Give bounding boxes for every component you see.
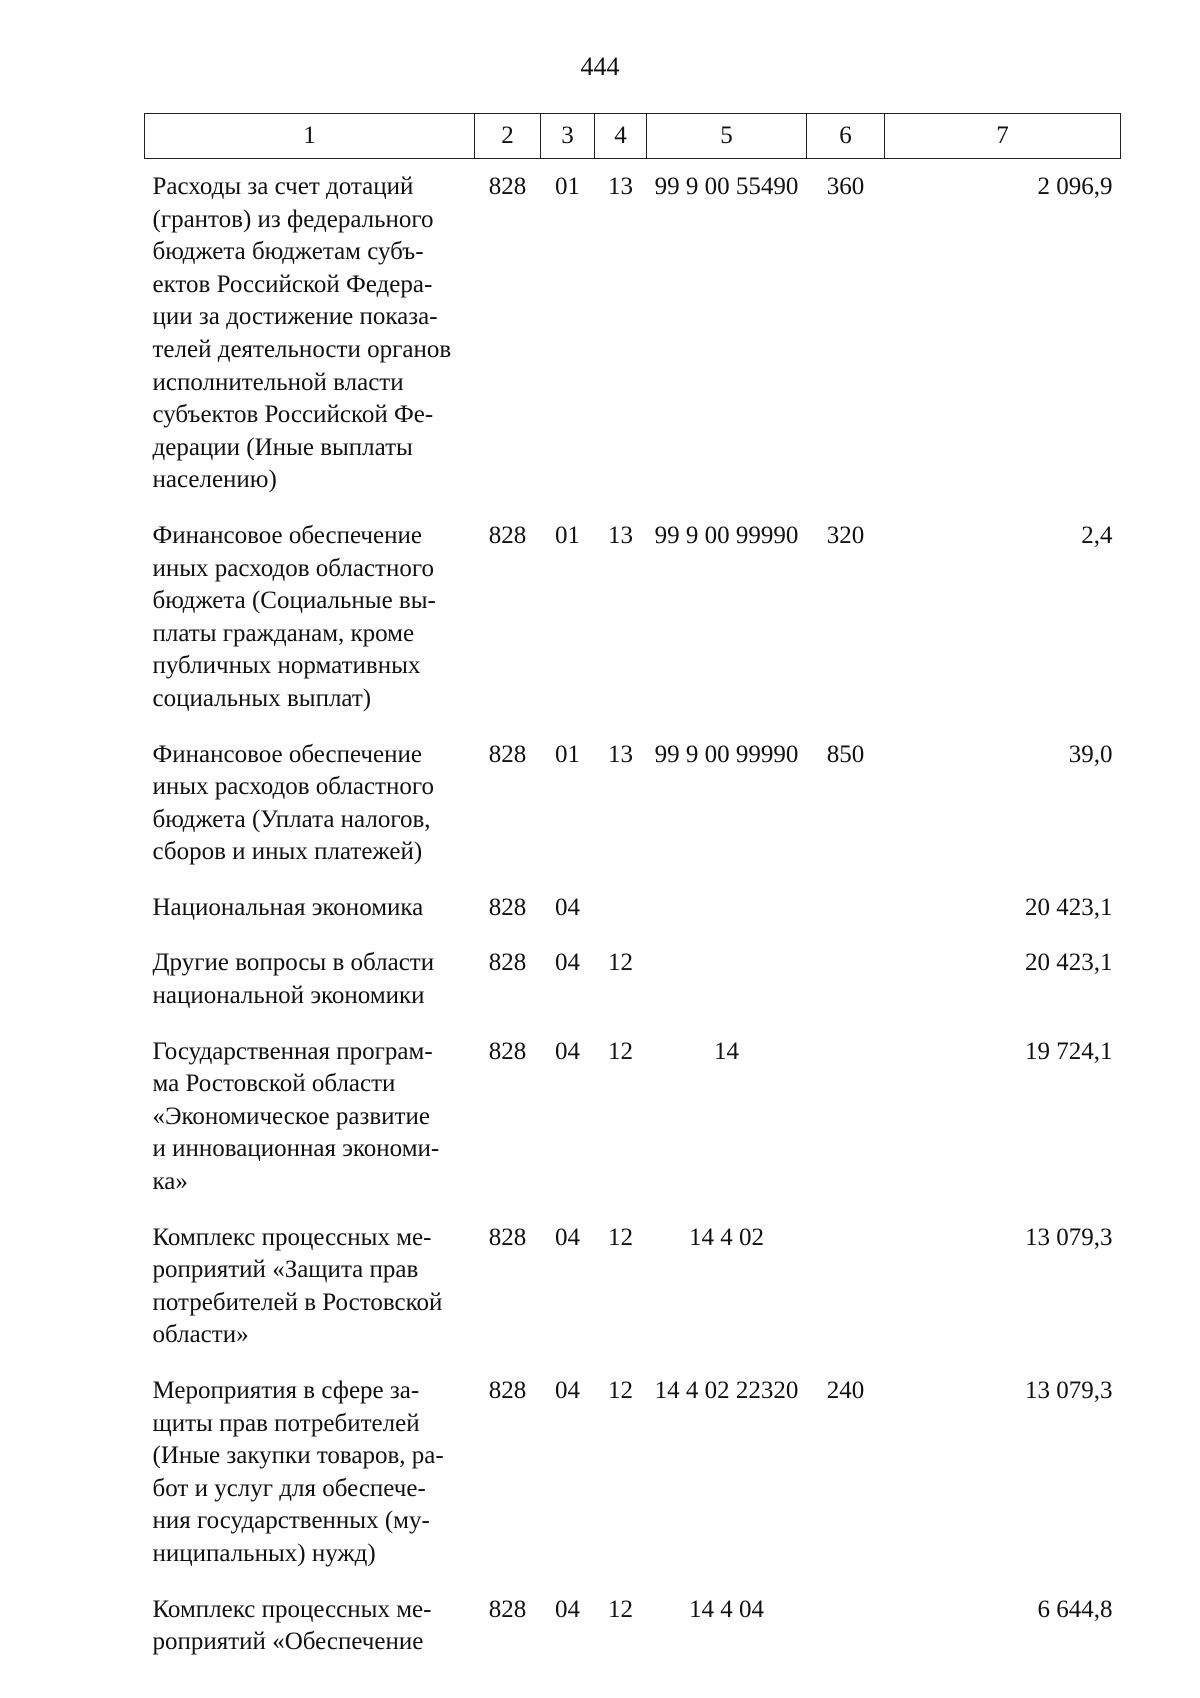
section-code-cell: 04: [555, 1223, 580, 1251]
row-description: [145, 1210, 475, 1363]
subsection-code-cell: 12: [608, 1037, 633, 1065]
row-description: [145, 880, 475, 936]
description-line: ниципальных) нужд): [152, 1539, 376, 1567]
description-line: телей деятельности органов: [152, 335, 452, 363]
section-code-cell: 04: [555, 949, 580, 977]
expense-type-cell: [807, 1582, 885, 1670]
description-line: бюджета (Уплата налогов,: [152, 805, 431, 833]
table-row: [145, 880, 1121, 936]
description-line: иных расходов областного: [152, 554, 434, 582]
table-row: [145, 159, 1121, 508]
subsection-code-cell: 13: [608, 521, 633, 549]
row-description: [145, 508, 475, 727]
expense-type-cell: 850: [826, 740, 865, 768]
target-article-cell: [647, 880, 807, 936]
description-line: щиты прав потребителей: [152, 1409, 420, 1437]
description-line: бюджета бюджетам субъ-: [152, 238, 424, 266]
amount-cell: 2 096,9: [1037, 173, 1113, 200]
section-code-cell: 04: [555, 1377, 580, 1404]
expense-type-cell: 320: [826, 521, 865, 549]
description-line: ка»: [152, 1168, 188, 1196]
description-line: иных расходов областного: [152, 773, 434, 801]
description-line: социальных выплат): [152, 684, 372, 712]
column-header: 5: [647, 114, 807, 159]
ministry-code-cell: 828: [488, 1223, 527, 1251]
section-code-cell: 04: [555, 893, 580, 921]
row-description: [145, 1363, 475, 1582]
description-line: национальной экономики: [152, 982, 425, 1010]
page-number: 444: [580, 52, 620, 81]
amount-cell: 39,0: [1068, 740, 1113, 768]
description-line: Национальная экономика: [152, 893, 424, 921]
description-line: Финансовое обеспечение: [152, 521, 422, 549]
section-code-cell: 01: [555, 740, 580, 768]
description-line: Комплекс процессных ме-: [152, 1223, 432, 1251]
description-line: «Экономическое развитие: [152, 1102, 430, 1130]
target-article-cell: 14 4 04: [689, 1595, 764, 1623]
ministry-code-cell: 828: [488, 521, 527, 549]
amount-cell: 13 079,3: [1025, 1223, 1113, 1251]
description-line: ектов Российской Федера-: [152, 270, 433, 298]
description-line: бюджета (Социальные вы-: [152, 587, 436, 615]
budget-table: [144, 113, 1121, 1670]
amount-cell: 20 423,1: [1025, 949, 1113, 977]
table-row: [145, 935, 1121, 1023]
column-header: 2: [475, 114, 541, 159]
description-line: (грантов) из федерального: [152, 205, 434, 233]
amount-cell: 19 724,1: [1025, 1037, 1113, 1065]
amount-cell: 6 644,8: [1037, 1595, 1113, 1623]
description-line: ния государственных (му-: [152, 1507, 430, 1535]
table-row: [145, 1024, 1121, 1210]
target-article-cell: 14 4 02 22320: [654, 1377, 799, 1404]
description-line: роприятий «Обеспечение: [152, 1628, 424, 1656]
ministry-code-cell: 828: [488, 740, 527, 768]
section-code-cell: 04: [555, 1037, 580, 1065]
description-line: Расходы за счет дотаций: [152, 173, 414, 200]
section-code-cell: 01: [555, 521, 580, 549]
description-line: Комплекс процессных ме-: [152, 1595, 432, 1623]
expense-type-cell: [807, 1024, 885, 1210]
description-line: ции за достижение показа-: [152, 303, 438, 331]
column-header: 6: [807, 114, 885, 159]
amount-cell: 2,4: [1081, 521, 1113, 549]
amount-cell: 13 079,3: [1025, 1377, 1113, 1404]
row-description: [145, 1582, 475, 1670]
description-line: Другие вопросы в области: [152, 949, 435, 977]
expense-type-cell: 240: [826, 1377, 865, 1404]
ministry-code-cell: 828: [488, 949, 527, 977]
row-description: [145, 727, 475, 880]
description-line: населению): [152, 466, 277, 494]
table-row: [145, 508, 1121, 727]
description-line: Мероприятия в сфере за-: [152, 1377, 420, 1404]
table-row: [145, 1363, 1121, 1582]
description-line: Финансовое обеспечение: [152, 740, 422, 768]
target-article-cell: 99 9 00 99990: [654, 740, 799, 768]
description-line: (Иные закупки товаров, ра-: [152, 1442, 444, 1470]
target-article-cell: 14: [714, 1037, 739, 1065]
section-code-cell: 01: [555, 173, 580, 200]
description-line: ма Ростовской области: [152, 1070, 396, 1098]
ministry-code-cell: 828: [488, 893, 527, 921]
section-code-cell: 04: [555, 1595, 580, 1623]
description-line: публичных нормативных: [152, 652, 421, 680]
ministry-code-cell: 828: [488, 1377, 527, 1404]
expense-type-cell: [807, 935, 885, 1023]
description-line: исполнительной власти: [152, 368, 404, 396]
target-article-cell: 14 4 02: [689, 1223, 764, 1251]
column-header: 4: [595, 114, 647, 159]
subsection-code-cell: 13: [608, 740, 633, 768]
table-header-row: [145, 114, 1121, 159]
target-article-cell: [647, 935, 807, 1023]
description-line: платы гражданам, кроме: [152, 619, 415, 647]
column-header: 7: [885, 114, 1121, 159]
description-line: сборов и иных платежей): [152, 838, 423, 866]
expense-type-cell: [807, 1210, 885, 1363]
ministry-code-cell: 828: [488, 173, 527, 200]
description-line: роприятий «Защита прав: [152, 1256, 419, 1284]
row-description: [145, 159, 475, 508]
row-description: [145, 935, 475, 1023]
ministry-code-cell: 828: [488, 1595, 527, 1623]
subsection-code-cell: [595, 880, 647, 936]
table-row: [145, 1210, 1121, 1363]
expense-type-cell: [807, 880, 885, 936]
description-line: бот и услуг для обеспече-: [152, 1474, 426, 1502]
target-article-cell: 99 9 00 55490: [654, 173, 799, 200]
row-description: [145, 1024, 475, 1210]
amount-cell: 20 423,1: [1025, 893, 1113, 921]
description-line: потребителей в Ростовской: [152, 1288, 443, 1316]
description-line: и инновационная экономи-: [152, 1135, 440, 1163]
subsection-code-cell: 12: [608, 1377, 633, 1404]
column-header: 3: [541, 114, 595, 159]
column-header: 1: [145, 114, 475, 159]
description-line: области»: [152, 1321, 249, 1349]
description-line: Государственная програм-: [152, 1037, 433, 1065]
table-row: [145, 1582, 1121, 1670]
expense-type-cell: 360: [826, 173, 865, 200]
description-line: субъектов Российской Фе-: [152, 401, 434, 429]
subsection-code-cell: 12: [608, 1595, 633, 1623]
subsection-code-cell: 12: [608, 949, 633, 977]
subsection-code-cell: 12: [608, 1223, 633, 1251]
description-line: дерации (Иные выплаты: [152, 433, 413, 461]
ministry-code-cell: 828: [488, 1037, 527, 1065]
table-row: [145, 727, 1121, 880]
target-article-cell: 99 9 00 99990: [654, 521, 799, 549]
subsection-code-cell: 13: [608, 173, 633, 200]
